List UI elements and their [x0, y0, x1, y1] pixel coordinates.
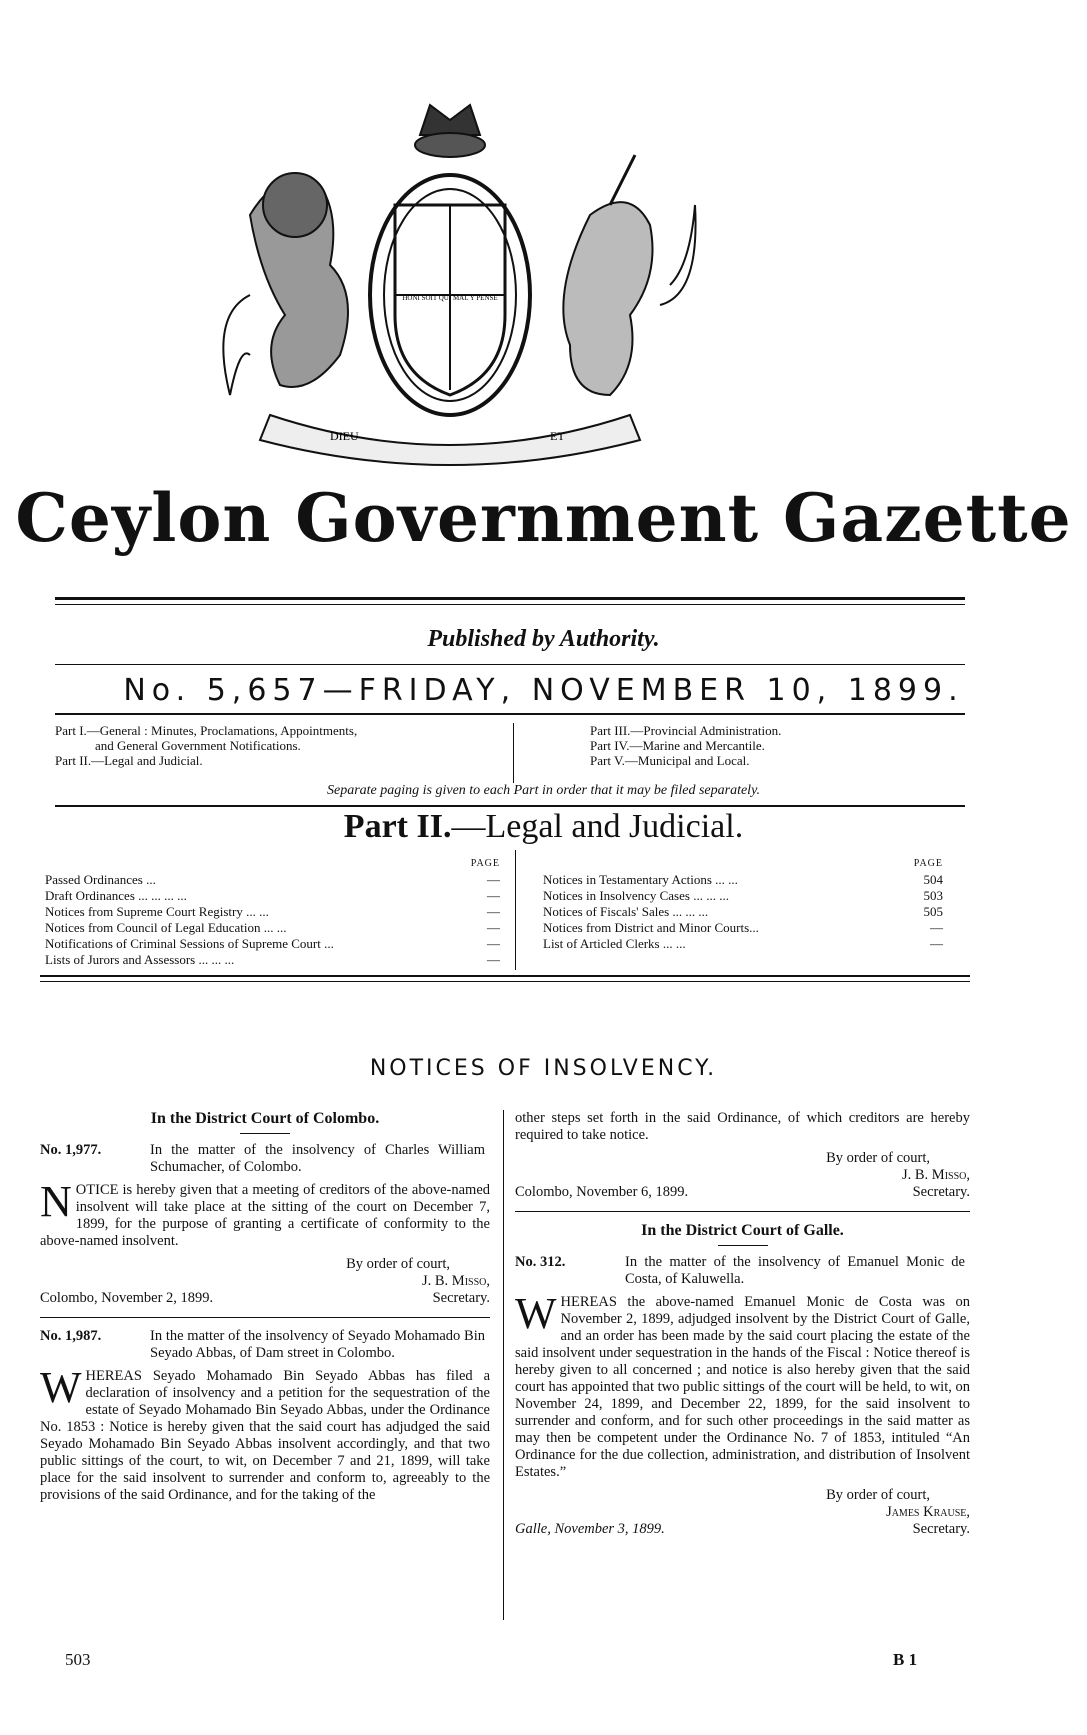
signer-title: Secretary. — [912, 1521, 970, 1537]
crest-motto-left: DIEU — [330, 429, 359, 443]
toc-row[interactable]: Draft Ordinances ... ... ... ... — — [45, 888, 500, 903]
court-heading: In the District Court of Colombo. — [150, 1110, 380, 1127]
right-column — [515, 1110, 970, 1538]
part-entry: Part V.—Municipal and Local. — [590, 753, 750, 768]
case-header — [40, 1328, 490, 1362]
case-matter: In the matter of the insolvency of Emanuel Monic de Costa, of Kaluwella. — [625, 1254, 965, 1287]
signer-name: J. B. Misso, — [421, 1273, 490, 1289]
toc-row[interactable]: Passed Ordinances ... — — [45, 872, 500, 887]
drop-cap: W — [515, 1289, 557, 1338]
title-rule-thin — [55, 604, 965, 605]
crest-motto-right: ET — [550, 429, 565, 443]
case-number: No. 1,977. — [40, 1142, 102, 1158]
case-number: No. 312. — [515, 1254, 566, 1270]
short-rule — [240, 1133, 290, 1134]
toc-page-header: PAGE — [913, 858, 943, 869]
part-title-rule — [55, 805, 965, 807]
royal-coat-of-arms — [190, 95, 710, 490]
parts-list-right — [590, 723, 950, 768]
signature-block — [886, 1504, 970, 1538]
notices-heading: NOTICES OF INSOLVENCY. — [369, 1056, 718, 1081]
parts-list-left — [55, 723, 520, 768]
case-matter: In the matter of the insolvency of Seyado Mohamado Bin Seyado Abbas, of Dam street in Colombo. — [150, 1328, 485, 1361]
toc-row[interactable]: Notices in Testamentary Actions ... ... 504 — [543, 872, 943, 887]
parts-divider — [513, 723, 514, 783]
signer-name: J. B. Misso, — [901, 1167, 970, 1183]
column-divider — [503, 1110, 504, 1620]
drop-cap: N — [40, 1177, 72, 1226]
signer-title: Secretary. — [432, 1290, 490, 1306]
issue-rule-top — [55, 664, 965, 665]
part-entry: Part II.—Legal and Judicial. — [55, 753, 203, 768]
toc-rule-bottom-thin — [40, 981, 970, 982]
toc-row[interactable]: Notifications of Criminal Sessions of Supreme Court ... — — [45, 936, 500, 951]
title-rule-thick — [55, 597, 965, 600]
toc-row[interactable]: Notices from District and Minor Courts... — — [543, 920, 943, 935]
gazette-title: Ceylon Government Gazette — [15, 479, 1072, 557]
part-entry: and General Government Notifications. — [95, 738, 301, 753]
signer-name: James Krause, — [886, 1504, 970, 1520]
toc-divider — [515, 850, 516, 970]
notice-divider — [40, 1317, 490, 1318]
drop-cap: W — [40, 1363, 82, 1412]
crest-garter-motto: HONI SOIT QUI MAL Y PENSE — [402, 294, 498, 302]
part-title-number: Part II. — [343, 808, 452, 845]
signature-block — [422, 1273, 490, 1307]
by-order-of-court: By order of court, — [346, 1256, 450, 1272]
short-rule — [718, 1245, 768, 1246]
page-number: 503 — [65, 1650, 91, 1669]
notice-body: NOTICE is hereby given that a meeting of creditors of the above-named insolvent will take place at the sitting of the court on December 7, 1899, for the purpose of granting a certificate of conformity to the above-named insolvent. — [40, 1177, 490, 1249]
court-heading: In the District Court of Galle. — [641, 1222, 844, 1239]
part-entry: Part I.—General : Minutes, Proclamations, Appointments, — [55, 723, 358, 738]
place-date: Colombo, November 6, 1899. — [515, 1184, 689, 1200]
signature-block — [902, 1167, 970, 1201]
separate-paging-note: Separate paging is given to each Part in order that it may be filed separately. — [326, 783, 761, 798]
by-order-of-court: By order of court, — [826, 1150, 930, 1166]
published-by-authority: Published by Authority. — [427, 626, 660, 652]
sheet-signature: B 1 — [893, 1650, 918, 1669]
toc-right — [543, 856, 943, 952]
toc-row[interactable]: Notices from Supreme Court Registry ... ... — — [45, 904, 500, 919]
toc-row[interactable]: Notices in Insolvency Cases ... ... ... 503 — [543, 888, 943, 903]
part-entry: Part IV.—Marine and Mercantile. — [590, 738, 765, 753]
signature-row — [515, 1167, 970, 1201]
toc-page-header: PAGE — [470, 858, 500, 869]
left-column — [40, 1110, 490, 1510]
part-title-text: —Legal and Judicial. — [451, 808, 744, 845]
signer-title: Secretary. — [912, 1184, 970, 1200]
toc-row[interactable]: Notices of Fiscals' Sales ... ... ... 505 — [543, 904, 943, 919]
by-order-of-court: By order of court, — [826, 1487, 930, 1503]
toc-rule-bottom — [40, 975, 970, 977]
part-entry: Part III.—Provincial Administration. — [590, 723, 782, 738]
toc-row[interactable]: Lists of Jurors and Assessors ... ... ... — — [45, 952, 500, 967]
notice-body: WHEREAS Seyado Mohamado Bin Seyado Abbas has filed a declaration of insolvency and a petition for the sequestration of the estate of Seyado Mohamado Bin Seyado Abbas, under the Ordinance No. 1853 : Notice is hereby given that the said court has adjudged the said Seyado Mohamado Bin Seyado Abbas insolvent accordingly, and that two public sittings of the court, to wit, on December 7 and 21, 1899, will take place for the said insolvent to surrender and conform to, agreeably to the provisions of the said Ordinance, and for the taking of the — [40, 1363, 490, 1503]
signature-row — [40, 1273, 490, 1307]
signature-row — [515, 1504, 970, 1538]
toc-row[interactable]: Notices from Council of Legal Education ... ... — — [45, 920, 500, 935]
place-date: Colombo, November 2, 1899. — [40, 1290, 214, 1306]
case-header — [40, 1142, 490, 1176]
case-number: No. 1,987. — [40, 1328, 102, 1344]
continuation-text: other steps set forth in the said Ordinance, of which creditors are hereby required to take notice. — [515, 1110, 970, 1143]
case-header — [515, 1254, 970, 1288]
issue-rule-bottom — [55, 713, 965, 715]
toc-left — [45, 856, 500, 968]
toc-row[interactable]: List of Articled Clerks ... ... — — [543, 936, 943, 951]
case-matter: In the matter of the insolvency of Charles William Schumacher, of Colombo. — [150, 1142, 485, 1175]
issue-line: No. 5,657—FRIDAY, NOVEMBER 10, 1899. — [123, 673, 964, 708]
part-title — [0, 808, 1087, 846]
place-date: Galle, November 3, 1899. — [515, 1521, 665, 1537]
notice-body: WHEREAS the above-named Emanuel Monic de Costa was on November 2, 1899, adjudged insolvent by the District Court of Galle, and an order has been made by the said court placing the estate of the said insolvent under sequestration in the hands of the Fiscal : Notice thereof is hereby given to all concerned ; and notice is also hereby given that the said court has appointed that two public sittings of the court will be held, to wit, on November 24, 1899, and December 22, 1899, for the said insolvent to surrender and conform, and for such other proceedings in the said matter as may then be competent under the Ordinance No. 7 of 1853, intituled “An Ordinance for the due collection, administration, and distribution of Insolvent Estates.” — [515, 1289, 970, 1480]
notice-divider — [515, 1211, 970, 1212]
